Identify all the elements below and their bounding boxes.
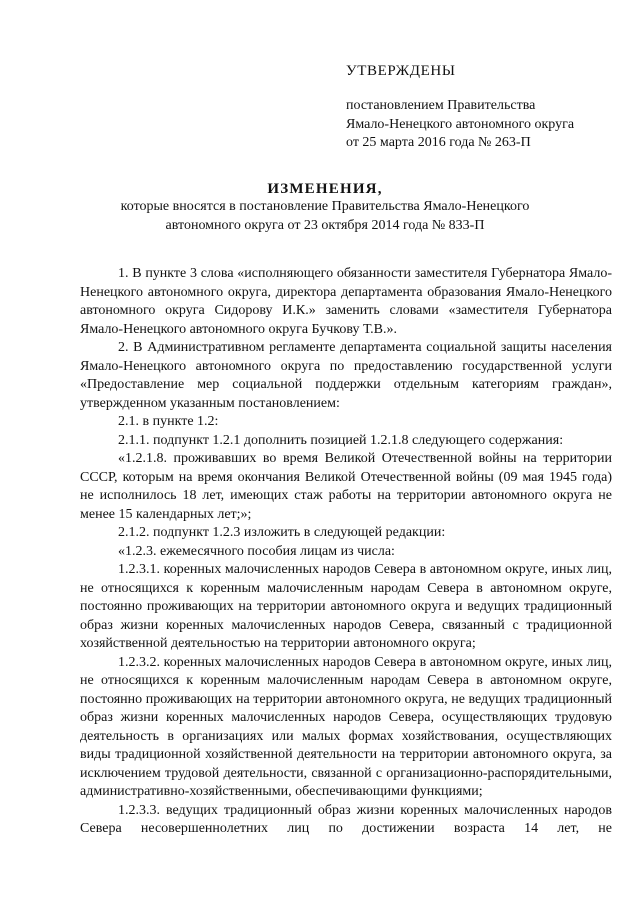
approval-line: Ямало-Ненецкого автономного округа bbox=[346, 116, 575, 132]
paragraph-2-1-2: 2.1.2. подпункт 1.2.3 изложить в следующей редакции: bbox=[118, 525, 446, 540]
paragraph-2-1-1: 2.1.1. подпункт 1.2.1 дополнить позицией 1.2.1.8 следующего содержания: bbox=[118, 432, 564, 448]
paragraph-2-1: 2.1. в пункте 1.2: bbox=[118, 414, 219, 429]
paragraph-1-2-3-3: 1.2.3.3. ведущих традиционный образ жизни коренных малочисленных народов Севера несовершеннолетних лиц по достижении возраста 14 лет, не bbox=[80, 802, 612, 836]
document-title: ИЗМЕНЕНИЯ, bbox=[267, 181, 383, 197]
approval-line: от 25 марта 2016 года № 263-П bbox=[346, 135, 531, 150]
document-subtitle bbox=[60, 198, 590, 235]
subtitle-line: автономного округа от 23 октября 2014 года № 833-П bbox=[165, 217, 485, 233]
subtitle-line: которые вносятся в постановление Правительства Ямало-Ненецкого bbox=[120, 199, 530, 214]
document-body bbox=[80, 265, 612, 839]
paragraph-1-2-1-8: «1.2.1.8. проживавших во время Великой Отечественной войны на территории СССР, которым на время окончания Великой Отечественной войны (09 мая 1945 года) не исполнилось 18 лет, имеющих стаж работы на территории автономного округа не менее 15 календарных лет;»; bbox=[80, 451, 612, 522]
approval-title: УТВЕРЖДЕНЫ bbox=[346, 63, 456, 79]
paragraph-2: 2. В Административном регламенте департамента социальной защиты населения Ямало-Ненецкого автономного округа по предоставлению государственной услуги «Предоставление мер социальной поддержки отдельным категориям граждан», утвержденном указанным постановлением: bbox=[80, 340, 612, 411]
paragraph-1-2-3-2: 1.2.3.2. коренных малочисленных народов Севера в автономном округе, иных лиц, не относящихся к коренным малочисленным народам Севера в автономном округе, постоянно проживающих на территории автономного округа, не ведущих традиционный образ жизни коренных малочисленных народов Севера, осуществляющих трудовую деятельность в организациях или малых формах хозяйствования, осуществляющих виды традиционной хозяйственной деятельности на территории автономного округа, за исключением трудовой деятельности, связанной с организационно-распорядительными, административно-хозяйственными, обеспечивающими функциями; bbox=[80, 654, 612, 799]
paragraph-1: 1. В пункте 3 слова «исполняющего обязанности заместителя Губернатора Ямало-Ненецкого автономного округа, директора департамента образования Ямало-Ненецкого автономного округа Сидорову И.К.» заменить словами «заместителя Губернатора Ямало-Ненецкого автономного округа Бучкову Т.В.». bbox=[80, 266, 612, 337]
approval-line: постановлением Правительства bbox=[346, 98, 536, 113]
paragraph-1-2-3: «1.2.3. ежемесячного пособия лицам из числа: bbox=[118, 543, 395, 559]
approval-block bbox=[346, 62, 626, 153]
paragraph-1-2-3-1: 1.2.3.1. коренных малочисленных народов Севера в автономном округе, иных лиц, не относящихся к коренным малочисленным народам Севера в автономном округе, постоянно проживающих на территории автономного округа и ведущих традиционный образ жизни коренных малочисленных народов Севера, связанный с традиционной хозяйственной деятельностью на территории автономного округа; bbox=[80, 562, 612, 651]
